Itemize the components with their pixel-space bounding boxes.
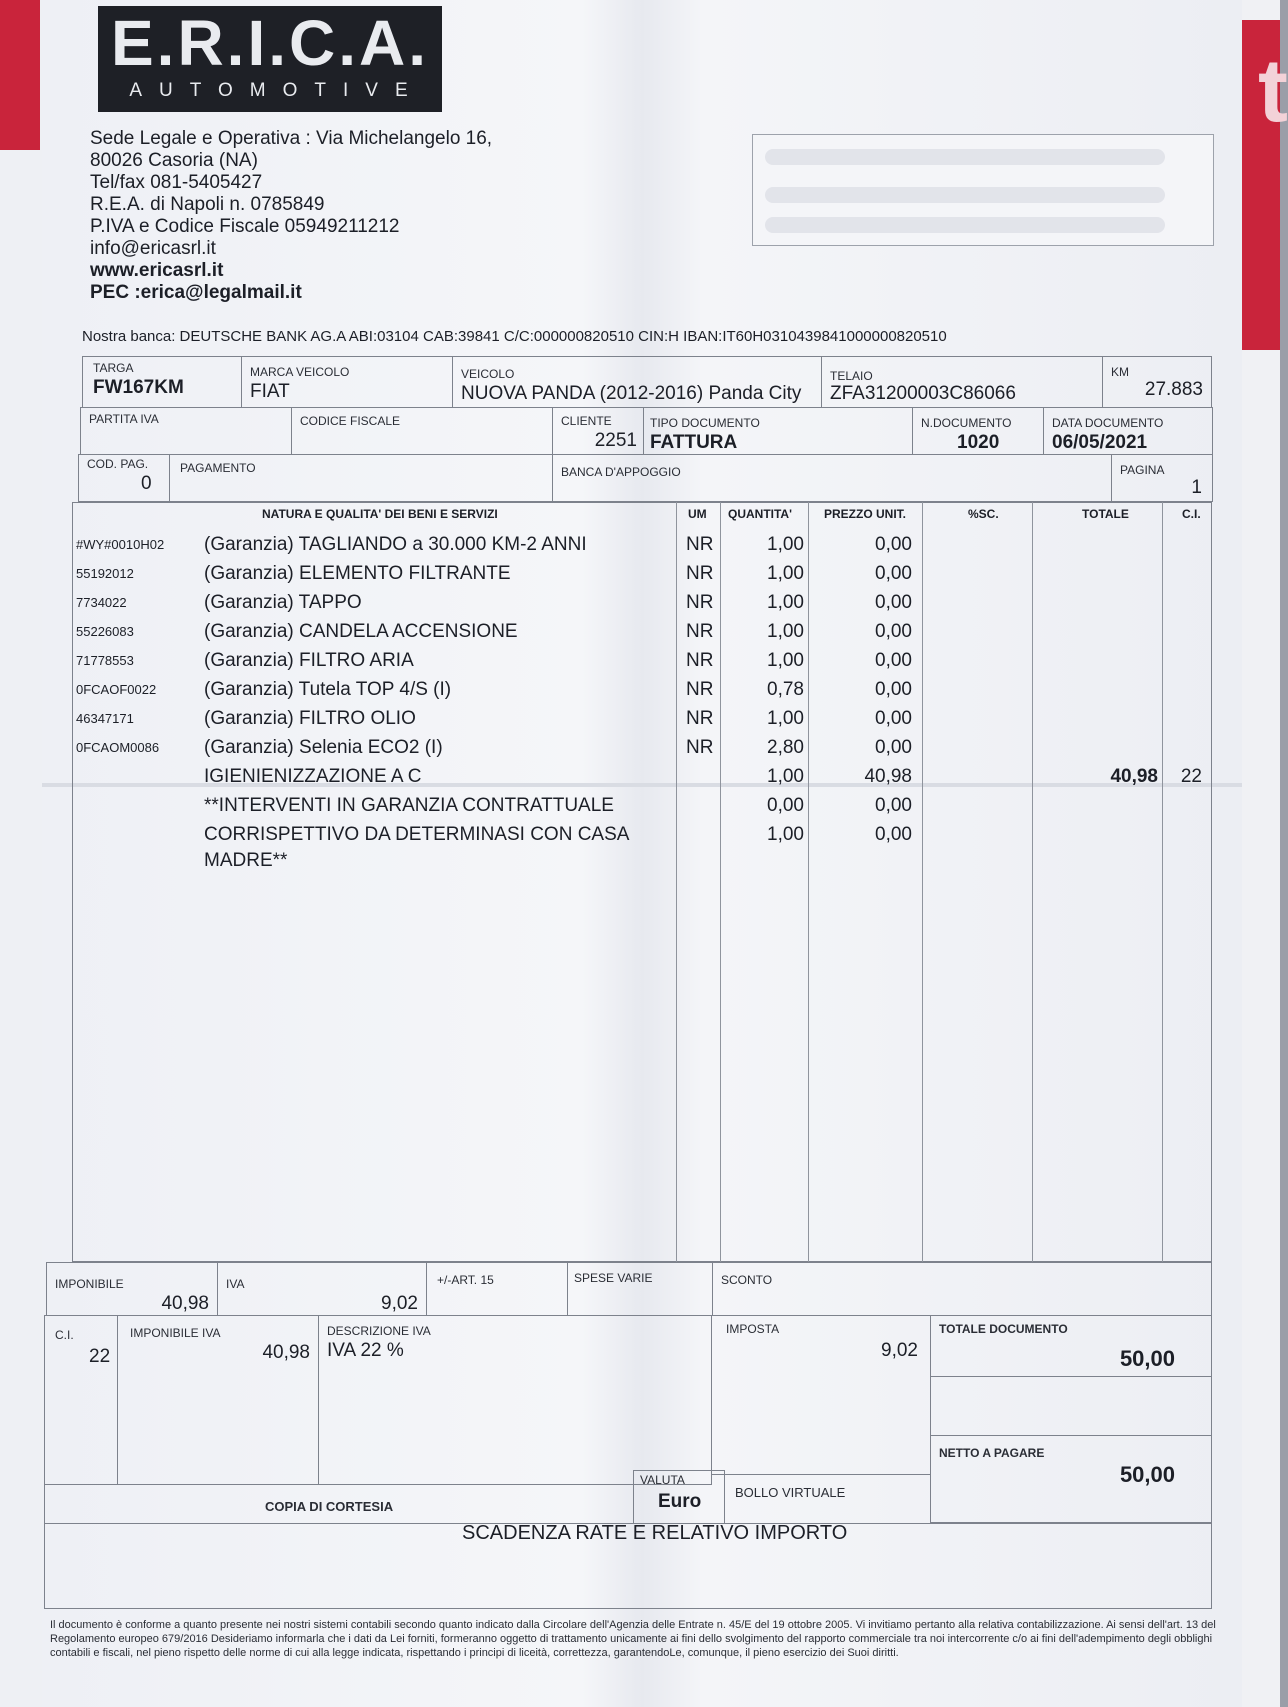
table-row (42, 824, 1242, 852)
copia-cortesia-label: COPIA DI CORTESIA (265, 1499, 394, 1514)
copia-cortesia-cell (44, 1484, 634, 1524)
marca-label: MARCA VEICOLO (250, 365, 350, 379)
pagamento-cell (169, 454, 553, 502)
netto-a-pagare-label: NETTO A PAGARE (939, 1446, 1045, 1460)
cod-pag-cell (78, 454, 170, 502)
item-price: 0,00 (875, 824, 912, 845)
item-quantity: 2,80 (767, 737, 804, 758)
address-line: P.IVA e Codice Fiscale 05949211212 (90, 216, 400, 237)
ci-cell (44, 1315, 118, 1485)
item-description: (Garanzia) TAPPO (204, 592, 362, 613)
totale-documento-label: TOTALE DOCUMENTO (939, 1322, 1068, 1336)
km-value: 27.883 (1144, 379, 1203, 400)
item-um: NR (686, 679, 714, 700)
header-um: UM (688, 507, 707, 521)
item-quantity: 1,00 (767, 766, 804, 787)
item-um: NR (686, 650, 714, 671)
imponibile-value: 40,98 (161, 1293, 209, 1314)
item-price: 0,00 (875, 650, 912, 671)
table-row (42, 592, 1242, 620)
imponibile-cell (46, 1262, 218, 1316)
item-price: 0,00 (875, 795, 912, 816)
codice-fiscale-label: CODICE FISCALE (300, 414, 401, 428)
item-um: NR (686, 592, 714, 613)
ci-label: C.I. (55, 1328, 74, 1342)
imponibile-label: IMPONIBILE (55, 1277, 124, 1291)
table-row (42, 850, 1242, 878)
imposta-cell (711, 1315, 931, 1475)
item-um: NR (686, 621, 714, 642)
banca-appoggio-label: BANCA D'APPOGGIO (561, 465, 681, 479)
bank-details: Nostra banca: DEUTSCHE BANK AG.A ABI:03104 CAB:39841 C/C:000000820510 CIN:H IBAN:IT60H0310439841000000820510 (82, 328, 947, 345)
company-logo (98, 6, 442, 112)
redacted-line (765, 187, 1165, 203)
item-total: 40,98 (1110, 766, 1158, 787)
invoice-sheet (42, 0, 1242, 1707)
table-row (42, 737, 1242, 765)
pagina-label: PAGINA (1120, 463, 1165, 477)
numero-documento-value: 1020 (957, 432, 1000, 453)
codice-fiscale-cell (291, 407, 553, 455)
iva-cell (217, 1262, 427, 1316)
company-pec: PEC :erica@legalmail.it (90, 282, 302, 303)
valuta-label: VALUTA (640, 1473, 685, 1487)
empty-cell (930, 1376, 1212, 1436)
item-code: 71778553 (76, 653, 134, 668)
item-code: #WY#0010H02 (76, 537, 165, 552)
item-price: 40,98 (864, 766, 912, 787)
cod-pag-label: COD. PAG. (87, 457, 149, 471)
ci-value: 22 (89, 1346, 111, 1367)
item-description: (Garanzia) FILTRO ARIA (204, 650, 414, 671)
item-code: 55226083 (76, 624, 134, 639)
redacted-line (765, 217, 1165, 233)
bollo-virtuale-cell (724, 1474, 931, 1524)
valuta-cell (633, 1470, 725, 1524)
item-quantity: 1,00 (767, 563, 804, 584)
item-um: NR (686, 708, 714, 729)
spese-varie-label: SPESE VARIE (574, 1271, 653, 1285)
marca-cell (241, 356, 453, 408)
tipo-documento-value: FATTURA (650, 432, 738, 453)
item-um: NR (686, 737, 714, 758)
scadenza-heading: SCADENZA RATE E RELATIVO IMPORTO (462, 1522, 848, 1544)
item-description: (Garanzia) CANDELA ACCENSIONE (204, 621, 518, 642)
partita-iva-cell (80, 407, 292, 455)
veicolo-label: VEICOLO (461, 367, 515, 381)
pagina-cell (1111, 454, 1213, 502)
item-quantity: 1,00 (767, 650, 804, 671)
netto-a-pagare-cell (930, 1435, 1212, 1523)
item-price: 0,00 (875, 679, 912, 700)
totale-documento-cell (930, 1315, 1212, 1377)
imponibile-iva-cell (117, 1315, 319, 1485)
netto-a-pagare-value: 50,00 (1119, 1462, 1175, 1487)
tipo-documento-label: TIPO DOCUMENTO (650, 416, 760, 430)
item-quantity: 1,00 (767, 621, 804, 642)
imponibile-iva-label: IMPONIBILE IVA (130, 1326, 221, 1340)
table-row (42, 766, 1242, 794)
art15-cell (426, 1262, 568, 1316)
table-row (42, 563, 1242, 591)
iva-value: 9,02 (381, 1293, 418, 1314)
item-price: 0,00 (875, 592, 912, 613)
item-description: (Garanzia) Tutela TOP 4/S (I) (204, 679, 452, 700)
customer-address-box-redacted (752, 134, 1214, 246)
logo-main: E.R.I.C.A. (110, 7, 430, 79)
item-price: 0,00 (875, 737, 912, 758)
targa-value: FW167KM (93, 377, 184, 398)
item-price: 0,00 (875, 534, 912, 555)
cliente-value: 2251 (594, 430, 637, 451)
item-description: (Garanzia) FILTRO OLIO (204, 708, 416, 729)
item-quantity: 0,00 (767, 795, 804, 816)
item-description: (Garanzia) Selenia ECO2 (I) (204, 737, 443, 758)
veicolo-value: NUOVA PANDA (2012-2016) Panda City (461, 383, 802, 404)
data-documento-value: 06/05/2021 (1052, 432, 1148, 453)
item-ci: 22 (1180, 766, 1202, 787)
company-website: www.ericasrl.it (90, 260, 224, 281)
item-quantity: 1,00 (767, 534, 804, 555)
descrizione-iva-cell (318, 1315, 712, 1485)
iva-label: IVA (226, 1277, 245, 1291)
item-description: IGIENIENIZZAZIONE A C (204, 766, 422, 787)
table-row (42, 650, 1242, 678)
item-um: NR (686, 563, 714, 584)
partita-iva-label: PARTITA IVA (89, 412, 159, 426)
item-code: 0FCAOF0022 (76, 682, 157, 697)
address-line: info@ericasrl.it (90, 238, 216, 259)
item-description: (Garanzia) TAGLIANDO a 30.000 KM-2 ANNI (204, 534, 587, 555)
table-row (42, 534, 1242, 562)
veicolo-cell (452, 356, 822, 408)
km-cell (1102, 356, 1212, 408)
descrizione-iva-value: IVA 22 % (327, 1340, 404, 1361)
sconto-label: SCONTO (721, 1273, 773, 1287)
pagina-value: 1 (1191, 477, 1202, 498)
tipo-documento-cell (643, 407, 913, 455)
table-row (42, 708, 1242, 736)
banca-appoggio-cell (552, 454, 1112, 502)
header-totale: TOTALE (1082, 507, 1129, 521)
header-quantita: QUANTITA' (728, 507, 792, 521)
item-description: **INTERVENTI IN GARANZIA CONTRATTUALE (204, 795, 614, 816)
company-address (90, 128, 492, 304)
address-line: Tel/fax 081-5405427 (90, 172, 263, 193)
valuta-value: Euro (658, 1491, 702, 1512)
table-row (42, 621, 1242, 649)
numero-documento-cell (912, 407, 1044, 455)
bollo-virtuale-label: BOLLO VIRTUALE (735, 1485, 846, 1500)
cod-pag-value: 0 (141, 473, 152, 494)
cliente-cell (552, 407, 644, 455)
item-code: 55192012 (76, 566, 134, 581)
background-letter: t (1258, 41, 1288, 141)
km-label: KM (1111, 365, 1129, 379)
targa-cell (82, 356, 242, 408)
item-price: 0,00 (875, 621, 912, 642)
item-um: NR (686, 534, 714, 555)
sconto-cell (712, 1262, 1212, 1316)
item-price: 0,00 (875, 563, 912, 584)
telaio-cell (821, 356, 1103, 408)
item-price: 0,00 (875, 708, 912, 729)
marca-value: FIAT (250, 381, 290, 402)
telaio-label: TELAIO (830, 369, 873, 383)
address-line: R.E.A. di Napoli n. 0785849 (90, 194, 325, 215)
item-description: (Garanzia) ELEMENTO FILTRANTE (204, 563, 511, 584)
imposta-value: 9,02 (881, 1340, 918, 1361)
address-line: Sede Legale e Operativa : Via Michelangelo 16, (90, 128, 493, 149)
targa-label: TARGA (93, 361, 134, 375)
address-line: 80026 Casoria (NA) (90, 150, 258, 171)
item-code: 0FCAOM0086 (76, 740, 160, 755)
redacted-line (765, 149, 1165, 165)
header-natura: NATURA E QUALITA' DEI BENI E SERVIZI (262, 507, 498, 521)
item-quantity: 1,00 (767, 708, 804, 729)
item-quantity: 1,00 (767, 592, 804, 613)
pagamento-label: PAGAMENTO (180, 461, 256, 475)
data-documento-cell (1043, 407, 1213, 455)
numero-documento-label: N.DOCUMENTO (921, 416, 1012, 430)
item-code: 7734022 (76, 595, 127, 610)
imponibile-iva-value: 40,98 (262, 1342, 310, 1363)
header-sconto: %SC. (968, 507, 999, 521)
background-red-strip (0, 0, 40, 150)
item-description: MADRE** (204, 850, 288, 871)
totale-documento-value: 50,00 (1119, 1346, 1175, 1371)
header-ci: C.I. (1182, 507, 1201, 521)
header-prezzo: PREZZO UNIT. (824, 507, 907, 521)
cliente-label: CLIENTE (561, 414, 612, 428)
imposta-label: IMPOSTA (726, 1322, 780, 1336)
descrizione-iva-label: DESCRIZIONE IVA (327, 1324, 431, 1338)
item-quantity: 1,00 (767, 824, 804, 845)
logo-sub: AUTOMOTIVE (129, 80, 425, 101)
data-documento-label: DATA DOCUMENTO (1052, 416, 1164, 430)
item-code: 46347171 (76, 711, 134, 726)
item-quantity: 0,78 (767, 679, 804, 700)
telaio-value: ZFA31200003C86066 (830, 383, 1016, 404)
item-description: CORRISPETTIVO DA DETERMINASI CON CASA (204, 824, 630, 845)
spese-varie-cell (567, 1262, 713, 1316)
legal-footer: Il documento è conforme a quanto presente nei nostri sistemi contabili secondo quanto indicato dalla Circolare dell'Agenzia delle Entrate n. 45/E del 19 ottobre 2005. Vi invitiamo pertanto alla relativa contabilizzazione. Ai sensi dell'art. 13 del Regolamento europeo 679/2016 Desideriamo informarla che i dati da Lei forniti, formeranno oggetto di trattamento unicamente ai fini dello svolgimento del rapporto commerciale tra noi intercorrente c/o ai fini dell'adempimento degli obblighi contabili e fiscali, nel pieno rispetto delle norme di cui alla legge indicata, rispettando i principi di liceità, correttezza, garantendoLe, comunque, il pieno esercizio dei Suoi diritti. (50, 1619, 1216, 1659)
art15-label: +/-ART. 15 (437, 1273, 494, 1287)
table-row (42, 679, 1242, 707)
table-row (42, 795, 1242, 823)
